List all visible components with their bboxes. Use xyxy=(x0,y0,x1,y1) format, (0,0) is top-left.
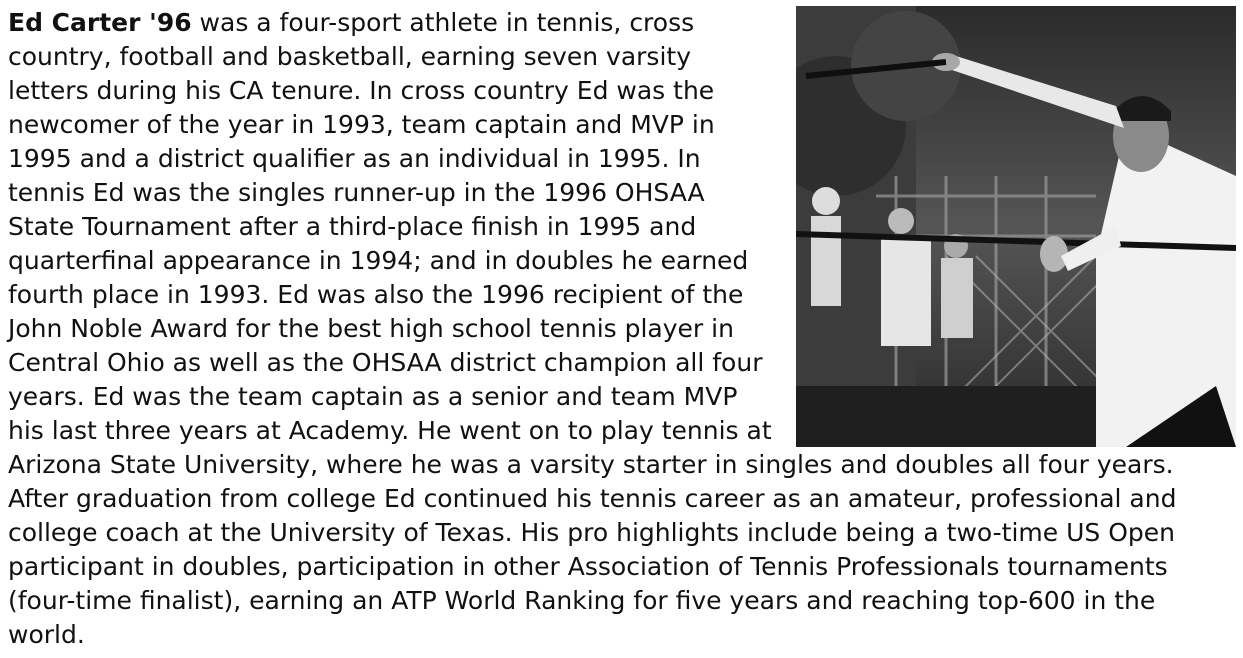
bio-body-text: was a four-sport athlete in tennis, cross country, football and basketball, earning seven varsity letters during his CA tenure. In cross country Ed was the newcomer of the year in 1993, team captain and MVP in 1995 and a district qualifier as an individual in 1995. In tennis Ed was the singles runner-up in the 1996 OHSAA State Tournament after a third-place finish in 1995 and quarterfinal appearance in 1994; and in doubles he earned fourth place in 1993. Ed was also the 1996 recipient of the John Noble Award for the best high school tennis player in Central Ohio as well as the OHSAA district champion all four years. Ed was the team captain as a senior and team MVP his last three years at Academy. He went on to play tennis at Arizona State University, where he was a varsity starter in singles and doubles all four years. After graduation from college Ed continued his tennis career as an amateur, professional and college coach at the University of Texas. His pro highlights include being a two-time US Open participant in doubles, participation in other Association of Tennis Professionals tournaments (four-time finalist), earning an ATP World Ranking for five years and reaching top-600 in the world. xyxy=(8,8,1177,649)
tennis-player-photo-illustration xyxy=(796,6,1236,447)
tennis-player-photo xyxy=(796,6,1236,447)
athlete-name: Ed Carter '96 xyxy=(8,8,192,37)
bio-article xyxy=(8,6,1236,652)
